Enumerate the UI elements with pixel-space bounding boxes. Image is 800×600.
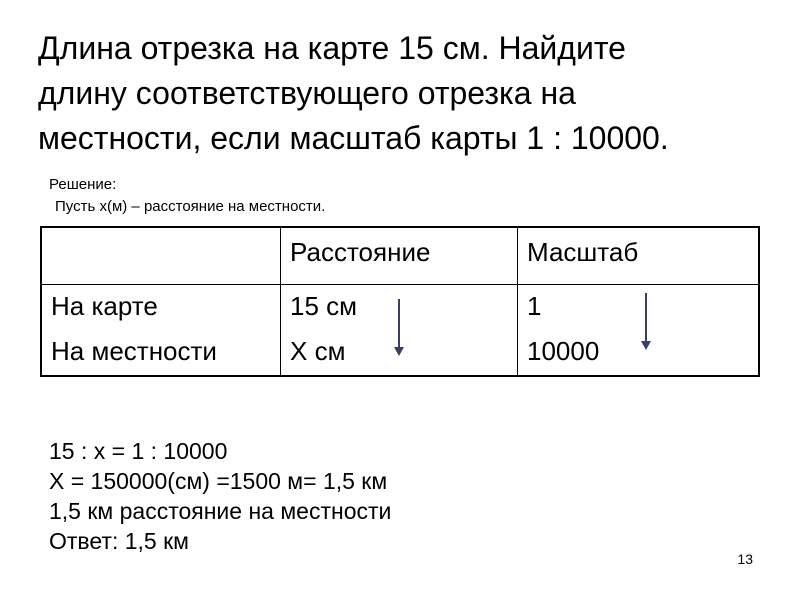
problem-statement: [38, 26, 778, 161]
distance-map-value: 15 см: [290, 291, 358, 321]
solution-label: Решение:: [49, 176, 117, 193]
problem-line: местности, если масштаб карты 1 : 10000.: [38, 120, 669, 156]
scale-map-value: 1: [527, 291, 542, 321]
table-row: [41, 285, 759, 377]
table-cell-labels: [41, 285, 281, 377]
row-label-terrain: На местности: [51, 336, 217, 366]
solution-line: Х = 150000(см) =1500 м= 1,5 км: [49, 468, 388, 494]
distance-terrain-value: Х см: [290, 336, 346, 366]
table-header-cell: [518, 227, 759, 285]
solution-steps: [49, 436, 391, 556]
problem-line: Длина отрезка на карте 15 см. Найдите: [38, 30, 626, 66]
table-header-cell: [281, 227, 518, 285]
scale-terrain-value: 10000: [527, 336, 600, 366]
let-statement: Пусть х(м) – расстояние на местности.: [55, 198, 326, 215]
page-number: 13: [737, 551, 753, 567]
answer-line: Ответ: 1,5 км: [49, 528, 189, 554]
table-cell-distance: [281, 285, 518, 377]
solution-line: 15 : х = 1 : 10000: [49, 438, 228, 464]
header-label-distance: Расстояние: [290, 237, 431, 267]
table-cell-scale: [518, 285, 759, 377]
table-header-row: [41, 227, 759, 285]
header-label-scale: Масштаб: [527, 237, 639, 267]
row-label-map: На карте: [51, 291, 158, 321]
problem-line: длину соответствующего отрезка на: [38, 75, 576, 111]
table-header-cell: [41, 227, 281, 285]
solution-line: 1,5 км расстояние на местности: [49, 498, 392, 524]
down-arrow-icon: [641, 293, 651, 350]
proportion-table: [40, 226, 760, 377]
down-arrow-icon: [394, 299, 404, 356]
